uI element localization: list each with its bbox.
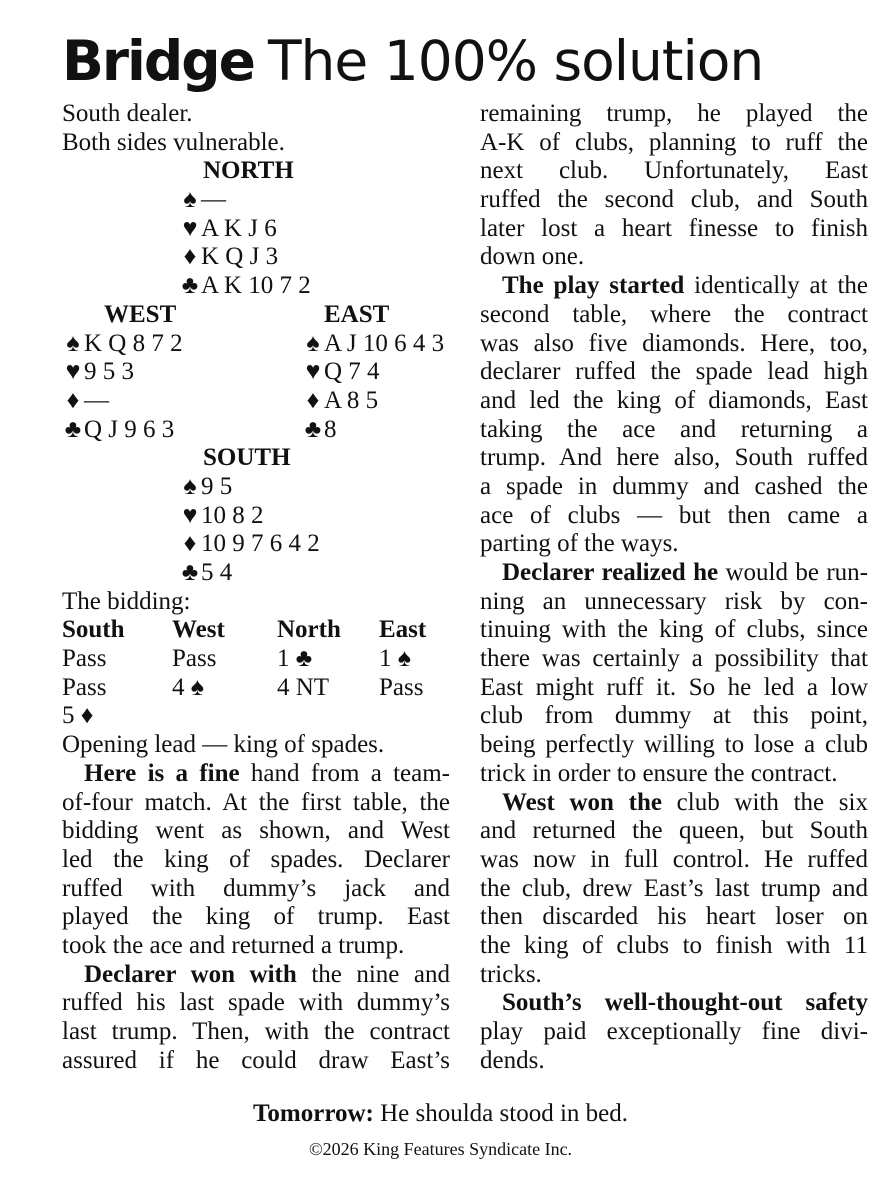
south-hearts: ♥ 10 8 2 — [62, 502, 450, 531]
east-clubs: ♣ 8 — [302, 416, 337, 445]
bid-cell: 1 ♣ — [277, 645, 313, 673]
north-clubs: ♣ A K 10 7 2 — [62, 272, 450, 301]
north-hearts: ♥ A K J 6 — [62, 215, 450, 244]
article-paragraph-2: Declarer won with the nine and ruffed his last spade with dummy’s last trump. Then, with the contract assured if he could draw East’s — [62, 960, 451, 1074]
dealer-line: South dealer. — [62, 100, 193, 127]
paragraph-lead: West won the — [502, 788, 662, 816]
diamond-icon: ♦ — [183, 530, 197, 558]
text-line: ning an unnecessary risk by con- — [480, 587, 868, 615]
deal-diagram — [62, 157, 450, 587]
text-line: played the king of trump. East — [62, 903, 450, 931]
west-east-hearts — [62, 358, 450, 387]
bidding-row — [62, 702, 426, 731]
club-icon: ♣ — [64, 415, 82, 443]
paragraph-lead: South’s well-thought-out safety — [502, 989, 868, 1017]
opening-lead: Opening lead — king of spades. — [62, 731, 385, 759]
text-line: and led the king of diamonds, East — [480, 386, 868, 414]
bid-cell — [379, 702, 426, 731]
bidding-header-row — [62, 616, 426, 645]
paragraph-lead: Declarer realized he — [502, 559, 719, 586]
text-line: of-four match. At the first table, the — [62, 788, 450, 816]
text-line: play paid exceptionally fine divi- — [480, 1018, 868, 1045]
text-line: then discarded his heart loser on — [480, 903, 868, 931]
spade-icon: ♠ — [306, 329, 320, 357]
bidding-row — [62, 674, 426, 703]
text-line: taking the ace and returning a — [480, 415, 868, 443]
headline-kicker: Bridge — [62, 29, 254, 93]
text-line: ruffed his last spade with dummy’s — [62, 989, 450, 1017]
text-line: ruffed the second club, and South — [480, 186, 868, 214]
bidding-header: West — [172, 616, 225, 644]
west-clubs: ♣ Q J 9 6 3 — [62, 416, 302, 445]
north-label: NORTH — [203, 157, 294, 185]
heart-icon: ♥ — [305, 358, 321, 386]
paragraph-lead: Here is a fine — [84, 759, 240, 787]
text-line: the club, drew East’s last trump and — [480, 874, 868, 902]
west-east-clubs — [62, 416, 450, 445]
paragraph-lead: The play started — [502, 272, 685, 300]
diamond-icon: ♦ — [306, 386, 320, 414]
text-line: there was certainly a possibility that — [480, 645, 868, 673]
bid-cell: 5 ♦ — [62, 702, 94, 730]
text-line: trump. And here also, South ruffed — [480, 444, 868, 472]
bidding-header: North — [277, 616, 341, 644]
copyright: ©2026 King Features Syndicate Inc. — [308, 1139, 573, 1159]
text-line: down one. — [480, 243, 585, 271]
heart-icon: ♥ — [182, 501, 198, 529]
text-line: dends. — [480, 1046, 545, 1074]
west-east-diamonds — [62, 387, 450, 416]
headline — [62, 22, 763, 99]
bidding-header: South — [62, 616, 125, 644]
text-line: ruffed with dummy’s jack and — [62, 874, 450, 902]
spade-icon: ♠ — [66, 329, 80, 357]
diamond-icon: ♦ — [183, 243, 197, 271]
text-line: assured if he could draw East’s — [62, 1046, 450, 1074]
west-diamonds: ♦ — — [62, 387, 302, 416]
bid-cell: Pass — [379, 673, 424, 701]
text-line: was now in full control. He ruffed — [480, 845, 868, 873]
right-column: remaining trump, he played the A-K of clubs, planning to ruff the next club. Unfortunately, East ruffed the second club, and South later lost a heart finesse to finish down one. The play started identically at the second table, where the contract was also five diamonds. Here, too, declarer ruffed the spade lead high and led the king of diamonds, East taking the ace and returning a trump. And here also, South ruffed a spade in dummy and cashed the ace of clubs — but then came a parting of the ways. Declarer realized he would be run- ning an unnecessary risk by con- tinuing with the king of clubs, since there was certainly a possibility that East might ruff it. So he led a low club from dummy at this point, being perfectly willing to lose a club trick in order to ensure the contract. West won the club with the six and returned the queen, but South was now in full control. He ruffed the club, drew East’s last trump and then discarded his heart loser on the king of clubs to finish with 11 tricks. South’s well-thought-out safety play paid exceptionally fine divi- dends. — [480, 100, 869, 1074]
text-line: took the ace and returned a trump. — [62, 932, 405, 959]
tomorrow-teaser — [0, 1100, 881, 1128]
text-line: tricks. — [480, 960, 542, 988]
bid-cell: 4 NT — [277, 673, 330, 701]
text-line: being perfectly willing to lose a club — [480, 731, 868, 759]
text-line: ace of clubs — but then came a — [480, 501, 868, 529]
text-line: a spade in dummy and cashed the — [480, 472, 868, 500]
east-diamonds: ♦ A 8 5 — [302, 387, 378, 416]
spade-icon: ♠ — [183, 472, 197, 500]
bid-cell: 4 ♠ — [172, 673, 205, 701]
bid-cell: Pass — [62, 645, 107, 673]
text-line: led the king of spades. Declarer — [62, 845, 450, 873]
club-icon: ♣ — [304, 415, 322, 443]
bidding-table — [62, 616, 426, 731]
text-line: East might ruff it. So he led a low — [480, 673, 868, 701]
text-line: next club. Unfortunately, East — [480, 157, 868, 185]
text-line: declarer ruffed the spade lead high — [480, 358, 868, 386]
east-label: EAST — [324, 300, 390, 328]
article-paragraph-1: Here is a fine hand from a team- of-four match. At the first table, the bidding went as shown, and West led the king of spades. Declarer ruffed with dummy’s jack and played the king of trump. East took the ace and returned a trump. — [62, 759, 451, 959]
text-line: parting of the ways. — [480, 530, 679, 558]
left-column — [62, 100, 450, 1075]
heart-icon: ♥ — [182, 214, 198, 242]
bid-cell: 1 ♠ — [379, 645, 412, 673]
bidding-label: The bidding: — [62, 587, 191, 615]
east-hearts: ♥ Q 7 4 — [302, 358, 380, 387]
text-line: club from dummy at this point, — [480, 702, 868, 730]
south-spades: ♠ 9 5 — [62, 473, 450, 502]
bid-cell: Pass — [172, 645, 217, 673]
east-spades: ♠ A J 10 6 4 3 — [302, 330, 444, 359]
bid-cell — [277, 702, 379, 731]
west-spades: ♠ K Q 8 7 2 — [62, 330, 302, 359]
text-line: tinuing with the king of clubs, since — [480, 616, 868, 644]
north-diamonds: ♦ K Q J 3 — [62, 243, 450, 272]
text-line: and returned the queen, but South — [480, 817, 868, 845]
headline-title: The 100% solution — [267, 29, 764, 93]
west-east-labels — [62, 301, 450, 330]
text-line: the king of clubs to finish with 11 — [480, 931, 868, 959]
north-spades: ♠ — — [62, 186, 450, 215]
club-icon: ♣ — [181, 559, 199, 586]
text-line: second table, where the contract — [480, 300, 868, 328]
text-line: trick in order to ensure the contract. — [480, 759, 838, 787]
bidding-row — [62, 645, 426, 674]
bidding-header: East — [379, 616, 427, 644]
south-label: SOUTH — [203, 444, 291, 472]
text-line: A-K of clubs, planning to ruff the — [480, 128, 868, 156]
west-hearts: ♥ 9 5 3 — [62, 358, 302, 387]
west-label: WEST — [104, 300, 177, 328]
text-line: later lost a heart finesse to finish — [480, 214, 868, 242]
spade-icon: ♠ — [183, 186, 197, 214]
club-icon: ♣ — [181, 272, 199, 300]
south-clubs: ♣ 5 4 — [62, 559, 450, 588]
south-diamonds: ♦ 10 9 7 6 4 2 — [62, 530, 450, 559]
heart-icon: ♥ — [65, 358, 81, 386]
tomorrow-text: He shoulda stood in bed. — [380, 1100, 628, 1127]
text-line: was also five diamonds. Here, too, — [480, 329, 868, 357]
text-line: bidding went as shown, and West — [62, 817, 450, 845]
paragraph-lead: Declarer won with — [84, 960, 297, 988]
bid-cell — [172, 702, 277, 731]
vulnerability-line: Both sides vulnerable. — [62, 128, 285, 156]
west-east-spades — [62, 330, 450, 359]
tomorrow-label: Tomorrow: — [253, 1100, 374, 1127]
diamond-icon: ♦ — [66, 386, 80, 414]
text-line: last trump. Then, with the contract — [62, 1018, 450, 1046]
text-line: remaining trump, he played the — [480, 100, 868, 127]
bid-cell: Pass — [62, 673, 107, 701]
